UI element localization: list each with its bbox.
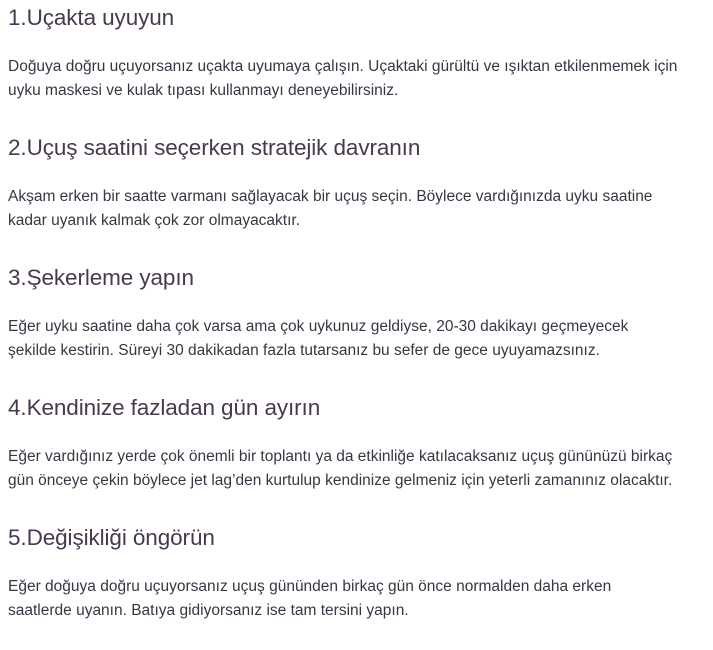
section-body: Akşam erken bir saatte varmanı sağlayacak bir uçuş seçin. Böylece vardığınızda uyku saatine kadar uyanık kalmak çok zor olmayacaktır. (8, 188, 653, 229)
section-extra-day (8, 393, 705, 493)
section-heading: 2.Uçuş saatini seçerken stratejik davranın (8, 135, 421, 160)
section-heading: 5.Değişikliği öngörün (8, 525, 215, 550)
section-body: Eğer doğuya doğru uçuyorsanız uçuş gününden birkaç gün önce normalden daha erken saatlerde uyanın. Batıya gidiyorsanız ise tam tersini yapın. (8, 578, 612, 619)
section-flight-time (8, 133, 705, 233)
section-heading: 3.Şekerleme yapın (8, 265, 194, 290)
section-body: Eğer vardığınız yerde çok önemli bir toplantı ya da etkinliğe katılacaksanız uçuş gününüzü birkaç gün önceye çekin böylece jet lag’den kurtulup kendinize gelmeniz için yeterli zamanınız olacaktır. (8, 448, 673, 489)
section-body: Doğuya doğru uçuyorsanız uçakta uyumaya çalışın. Uçaktaki gürültü ve ışıktan etkilenmemek için uyku maskesi ve kulak tıpası kullanmayı deneyebilirsiniz. (8, 58, 678, 99)
section-nap (8, 263, 705, 363)
section-heading: 1.Uçakta uyuyun (8, 5, 175, 30)
section-heading: 4.Kendinize fazladan gün ayırın (8, 395, 321, 420)
section-anticipate-change (8, 523, 705, 623)
section-body: Eğer uyku saatine daha çok varsa ama çok uykunuz geldiyse, 20-30 dakikayı geçmeyecek şekilde kestirin. Süreyi 30 dakikadan fazla tutarsanız bu sefer de gece uyuyamazsınız. (8, 318, 629, 359)
section-sleep-on-plane (8, 0, 705, 103)
